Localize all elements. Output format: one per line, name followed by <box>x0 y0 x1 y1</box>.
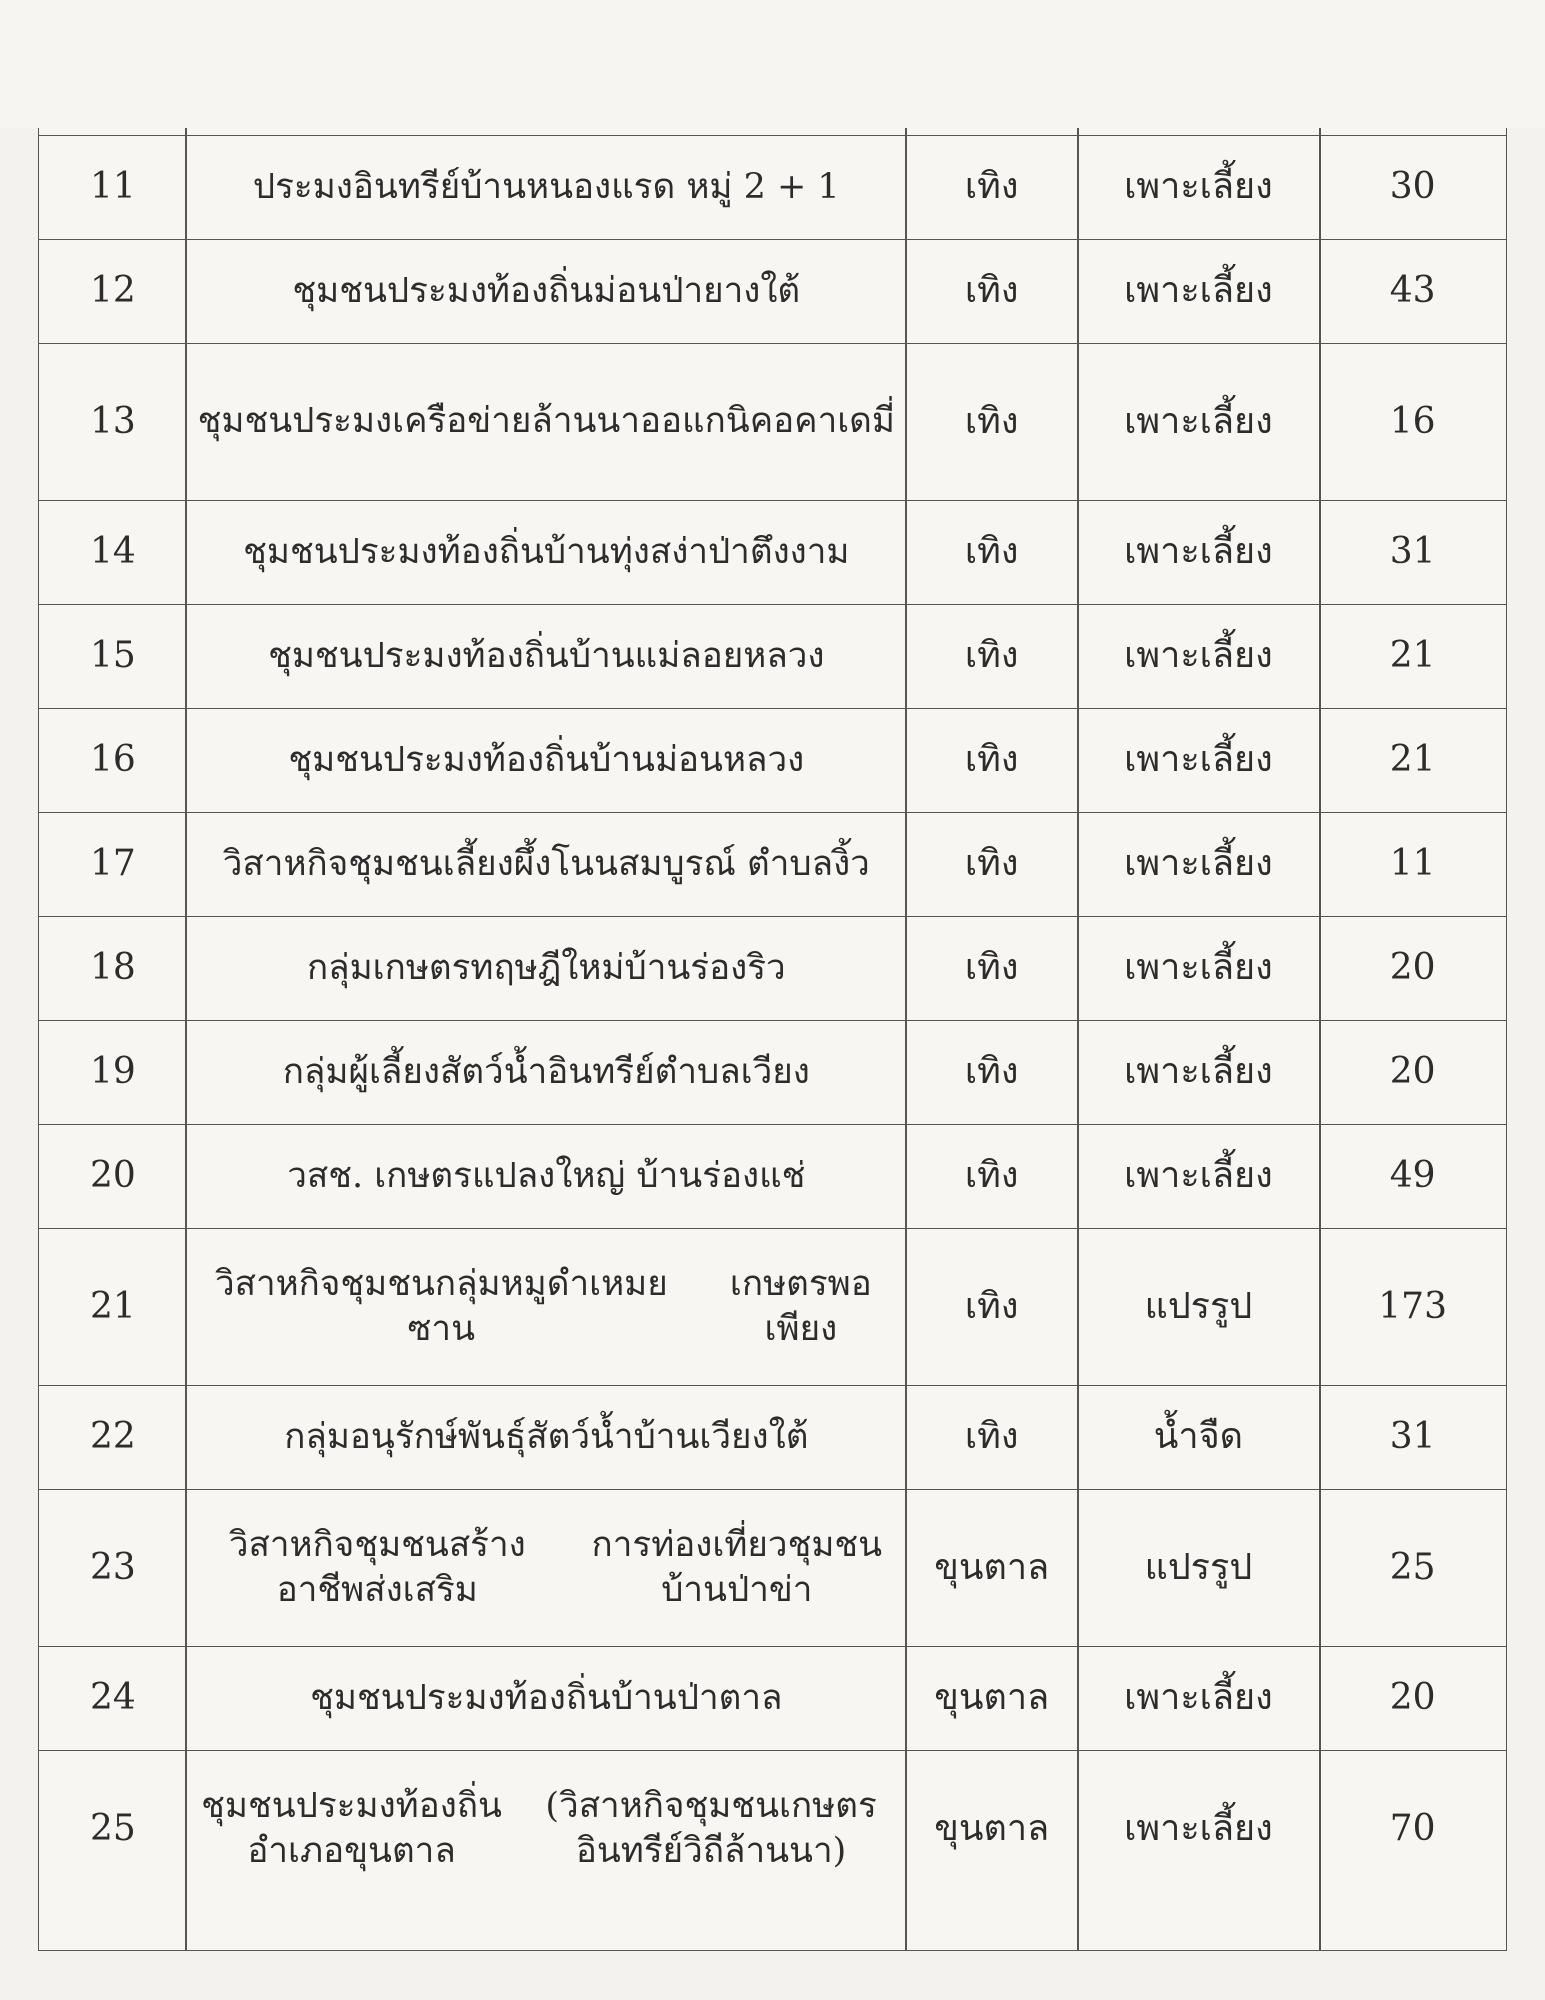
district: ขุนตาล <box>934 1677 1050 1719</box>
table-row <box>39 1124 1506 1228</box>
activity-type: เพาะเลี้ยง <box>1124 1807 1273 1849</box>
activity-type: เพาะเลี้ยง <box>1124 947 1273 989</box>
group-name <box>187 344 906 500</box>
district: เทิง <box>964 635 1019 677</box>
group-name-line: ประมงอินทรีย์บ้านหนองแรด หมู่ 2 + 1 <box>252 166 840 207</box>
page-top-margin <box>0 0 1545 128</box>
district: เทิง <box>964 1416 1019 1458</box>
table-row <box>39 1228 1506 1385</box>
row-number: 11 <box>89 166 136 208</box>
group-name <box>187 1490 906 1646</box>
group-name <box>187 1647 906 1750</box>
row-number: 18 <box>89 947 136 989</box>
district: เทิง <box>964 739 1019 781</box>
group-name-line: วิสาหกิจชุมชนสร้างอาชีพส่งเสริม <box>228 1524 526 1610</box>
activity-type: เพาะเลี้ยง <box>1124 1155 1273 1197</box>
group-name <box>187 709 906 812</box>
group-name-line: ชุมชนประมงท้องถิ่นบ้านม่อนหลวง <box>288 739 805 780</box>
district: เทิง <box>964 1051 1019 1093</box>
group-name <box>187 1021 906 1124</box>
row-number: 17 <box>89 843 136 885</box>
row-number: 20 <box>89 1155 136 1197</box>
table-row <box>39 239 1506 343</box>
district: เทิง <box>964 947 1019 989</box>
group-name-line: วิสาหกิจชุมชนกลุ่มหมูดำเหมยซาน <box>214 1263 668 1349</box>
district: เทิง <box>964 1155 1019 1197</box>
group-name-line: ชุมชนประมงเครือข่ายล้านนา <box>197 401 640 442</box>
group-name-line: เกษตรพอเพียง <box>729 1263 872 1349</box>
table-row <box>39 1489 1506 1646</box>
activity-type: เพาะเลี้ยง <box>1124 843 1273 885</box>
data-table <box>38 128 1507 1951</box>
activity-type: เพาะเลี้ยง <box>1124 1677 1273 1719</box>
member-count: 70 <box>1389 1807 1436 1849</box>
district: เทิง <box>964 270 1019 312</box>
activity-type: เพาะเลี้ยง <box>1124 531 1273 573</box>
group-name-line: กลุ่มอนุรักษ์พันธุ์สัตว์น้ำบ้านเวียงใต้ <box>284 1416 809 1457</box>
table-row <box>39 343 1506 500</box>
row-number: 14 <box>89 531 136 573</box>
group-name <box>187 1386 906 1489</box>
district: เทิง <box>964 1285 1019 1327</box>
member-count: 21 <box>1389 739 1436 781</box>
district: ขุนตาล <box>934 1807 1050 1849</box>
activity-type: เพาะเลี้ยง <box>1124 400 1273 442</box>
activity-type: เพาะเลี้ยง <box>1124 1051 1273 1093</box>
row-number: 16 <box>89 739 136 781</box>
table-row <box>39 708 1506 812</box>
table-row <box>39 604 1506 708</box>
activity-type: เพาะเลี้ยง <box>1124 270 1273 312</box>
activity-type: เพาะเลี้ยง <box>1124 635 1273 677</box>
district: เทิง <box>964 843 1019 885</box>
activity-type: แปรรูป <box>1144 1285 1253 1327</box>
row-number: 12 <box>89 270 136 312</box>
member-count: 21 <box>1389 635 1436 677</box>
row-number: 23 <box>89 1546 136 1588</box>
activity-type: เพาะเลี้ยง <box>1124 739 1273 781</box>
member-count: 20 <box>1389 947 1436 989</box>
activity-type: แปรรูป <box>1144 1546 1253 1588</box>
member-count: 30 <box>1389 166 1436 208</box>
activity-type: น้ำจืด <box>1153 1416 1244 1458</box>
table-row <box>39 1385 1506 1489</box>
group-name <box>187 136 906 239</box>
table-row <box>39 500 1506 604</box>
row-number: 19 <box>89 1051 136 1093</box>
member-count: 31 <box>1389 531 1436 573</box>
group-name-line: ออแกนิคอคาเดมี่ <box>640 401 895 442</box>
group-name-line: ชุมชนประมงท้องถิ่นม่อนป่ายางใต้ <box>292 270 801 311</box>
district: เทิง <box>964 531 1019 573</box>
district: เทิง <box>964 400 1019 442</box>
row-number: 24 <box>89 1677 136 1719</box>
group-name <box>187 917 906 1020</box>
table-row <box>39 1020 1506 1124</box>
table-row <box>39 1750 1506 1907</box>
group-name-line: การท่องเที่ยวชุมชนบ้านป่าข่า <box>591 1524 883 1610</box>
group-name <box>187 1125 906 1228</box>
member-count: 16 <box>1389 400 1436 442</box>
group-name-line: ชุมชนประมงท้องถิ่นบ้านป่าตาล <box>310 1677 783 1718</box>
group-name-line: วสช. เกษตรแปลงใหญ่ บ้านร่องแช่ <box>287 1155 806 1196</box>
table-row <box>39 812 1506 916</box>
row-number: 21 <box>89 1285 136 1327</box>
group-name-line: กลุ่มเกษตรทฤษฎีใหม่บ้านร่องริว <box>306 947 786 988</box>
group-name <box>187 1751 906 1907</box>
table-row <box>39 916 1506 1020</box>
group-name-line: กลุ่มผู้เลี้ยงสัตว์น้ำอินทรีย์ตำบลเวียง <box>282 1051 810 1092</box>
table-row <box>39 135 1506 239</box>
group-name <box>187 813 906 916</box>
group-name-line: ชุมชนประมงท้องถิ่นอำเภอขุนตาล <box>201 1785 502 1871</box>
group-name-line: ชุมชนประมงท้องถิ่นบ้านทุ่งสง่าป่าตึงงาม <box>243 531 850 572</box>
group-name <box>187 240 906 343</box>
group-name <box>187 605 906 708</box>
group-name-line: (วิสาหกิจชุมชนเกษตรอินทรีย์วิถีล้านนา) <box>545 1785 877 1871</box>
district: ขุนตาล <box>934 1546 1050 1588</box>
group-name-line: ชุมชนประมงท้องถิ่นบ้านแม่ลอยหลวง <box>268 635 825 676</box>
activity-type: เพาะเลี้ยง <box>1124 166 1273 208</box>
member-count: 11 <box>1389 843 1436 885</box>
group-name <box>187 501 906 604</box>
row-number: 13 <box>89 400 136 442</box>
member-count: 43 <box>1389 270 1436 312</box>
member-count: 31 <box>1389 1416 1436 1458</box>
row-number: 15 <box>89 635 136 677</box>
table-row <box>39 1646 1506 1750</box>
member-count: 25 <box>1389 1546 1436 1588</box>
group-name-line: วิสาหกิจชุมชนเลี้ยงผึ้งโนนสมบูรณ์ ตำบลงิ้ว <box>222 843 870 884</box>
group-name <box>187 1229 906 1385</box>
member-count: 20 <box>1389 1677 1436 1719</box>
row-number: 22 <box>89 1416 136 1458</box>
member-count: 173 <box>1378 1285 1447 1327</box>
member-count: 49 <box>1389 1155 1436 1197</box>
district: เทิง <box>964 166 1019 208</box>
member-count: 20 <box>1389 1051 1436 1093</box>
row-number: 25 <box>89 1807 136 1849</box>
